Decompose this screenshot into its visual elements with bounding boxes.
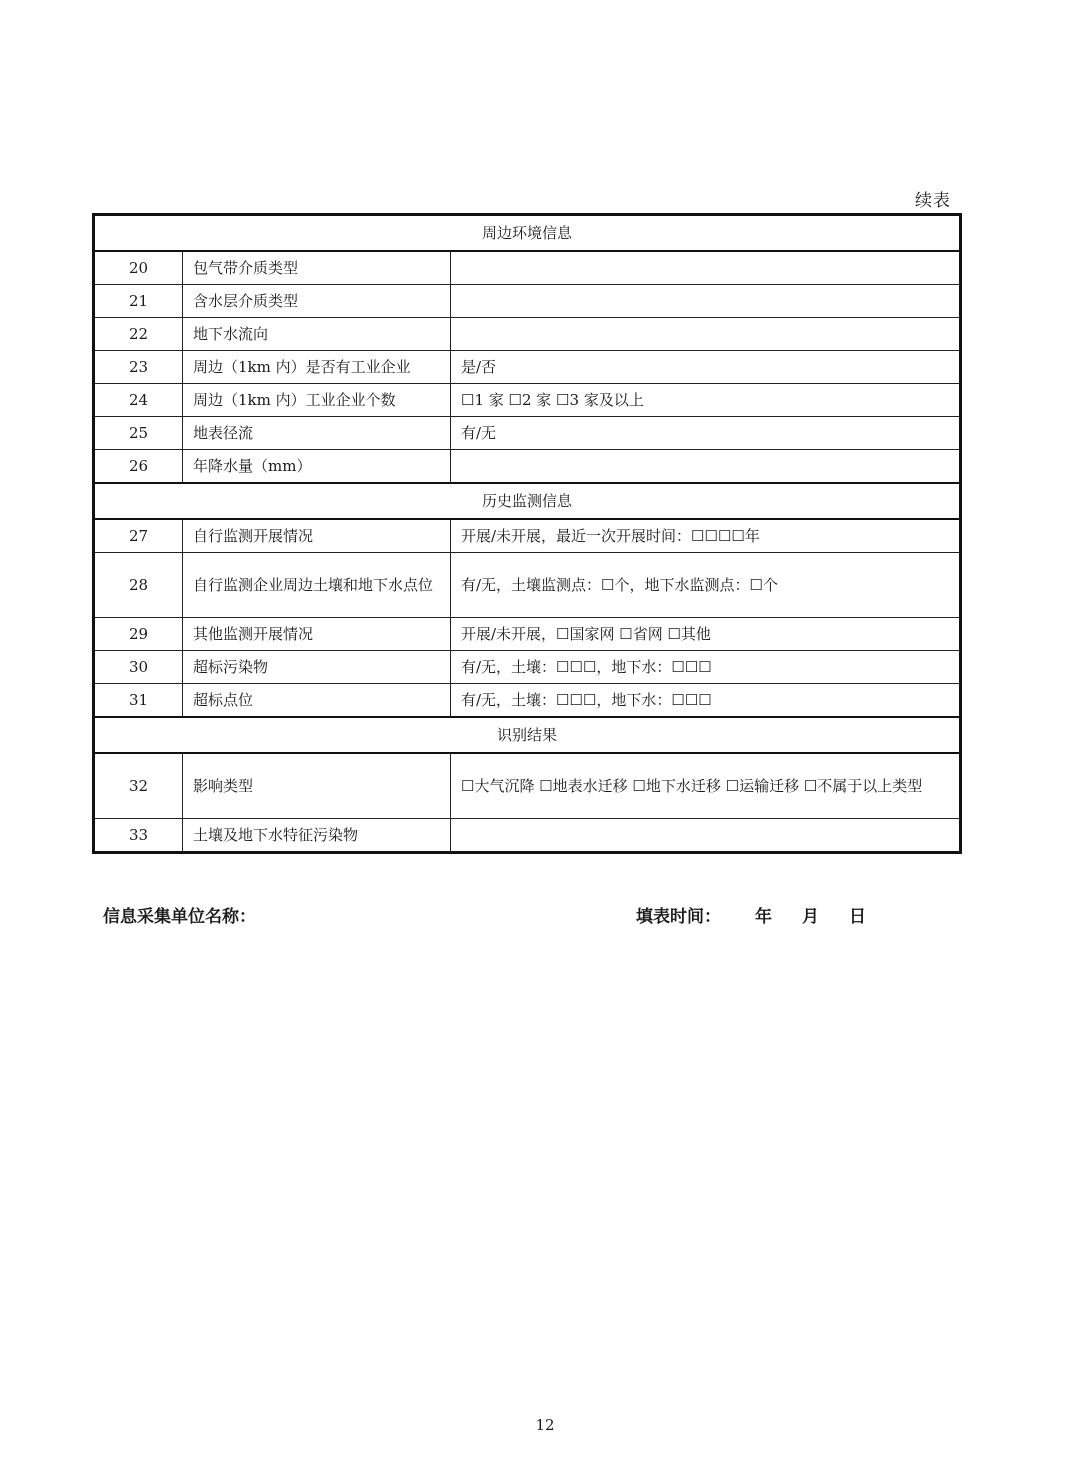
section-title: 识别结果: [94, 717, 961, 753]
row-item: 地下水流向: [183, 318, 451, 351]
row-value[interactable]: 有/无，土壤：☐☐☐，地下水：☐☐☐: [451, 651, 961, 684]
row-number: 23: [94, 351, 183, 384]
row-number: 28: [94, 553, 183, 618]
row-number: 30: [94, 651, 183, 684]
row-value[interactable]: 有/无: [451, 417, 961, 450]
collecting-unit-label: 信息采集单位名称：: [103, 907, 256, 927]
row-value[interactable]: ☐大气沉降 ☐地表水迁移 ☐地下水迁移 ☐运输迁移 ☐不属于以上类型: [451, 753, 961, 819]
table-row: [94, 519, 961, 553]
table-row: [94, 450, 961, 484]
section-header: [94, 483, 961, 519]
table-row: [94, 553, 961, 618]
row-value[interactable]: 开展/未开展，☐国家网 ☐省网 ☐其他: [451, 618, 961, 651]
row-item: 包气带介质类型: [183, 251, 451, 285]
row-item: 超标污染物: [183, 651, 451, 684]
row-item: 含水层介质类型: [183, 285, 451, 318]
row-number: 33: [94, 819, 183, 853]
row-number: 26: [94, 450, 183, 484]
fill-date-label: 填表时间：: [636, 907, 721, 927]
table-row: [94, 618, 961, 651]
row-number: 32: [94, 753, 183, 819]
section-header: [94, 717, 961, 753]
row-value[interactable]: 是/否: [451, 351, 961, 384]
table-row: [94, 384, 961, 417]
table-row: [94, 684, 961, 718]
row-number: 20: [94, 251, 183, 285]
row-item: 年降水量（mm）: [183, 450, 451, 484]
row-number: 22: [94, 318, 183, 351]
row-item: 周边（1km 内）工业企业个数: [183, 384, 451, 417]
table-row: [94, 753, 961, 819]
row-number: 25: [94, 417, 183, 450]
row-item: 超标点位: [183, 684, 451, 718]
row-value[interactable]: ☐1 家 ☐2 家 ☐3 家及以上: [451, 384, 961, 417]
table-row: [94, 251, 961, 285]
continued-label: 续表: [915, 191, 951, 211]
row-item: 其他监测开展情况: [183, 618, 451, 651]
row-value[interactable]: [451, 819, 961, 853]
row-number: 29: [94, 618, 183, 651]
table-row: [94, 819, 961, 853]
section-title: 周边环境信息: [94, 215, 961, 252]
row-number: 21: [94, 285, 183, 318]
row-value[interactable]: 有/无，土壤监测点：☐个，地下水监测点：☐个: [451, 553, 961, 618]
table-row: [94, 351, 961, 384]
page-number: 12: [535, 1416, 555, 1434]
row-item: 影响类型: [183, 753, 451, 819]
row-value[interactable]: [451, 318, 961, 351]
month-label: 月: [802, 907, 819, 927]
fill-date: [636, 902, 866, 927]
day-label: 日: [849, 907, 866, 927]
section-header: [94, 215, 961, 252]
row-value[interactable]: [451, 285, 961, 318]
year-label: 年: [755, 907, 772, 927]
row-item: 自行监测开展情况: [183, 519, 451, 553]
row-value[interactable]: [451, 450, 961, 484]
table-row: [94, 318, 961, 351]
table-row: [94, 285, 961, 318]
row-item: 地表径流: [183, 417, 451, 450]
row-number: 31: [94, 684, 183, 718]
row-number: 27: [94, 519, 183, 553]
row-value[interactable]: 有/无，土壤：☐☐☐，地下水：☐☐☐: [451, 684, 961, 718]
row-item: 土壤及地下水特征污染物: [183, 819, 451, 853]
section-title: 历史监测信息: [94, 483, 961, 519]
row-number: 24: [94, 384, 183, 417]
table-row: [94, 417, 961, 450]
info-table: [92, 213, 962, 854]
row-item: 周边（1km 内）是否有工业企业: [183, 351, 451, 384]
row-value[interactable]: [451, 251, 961, 285]
table-row: [94, 651, 961, 684]
row-item: 自行监测企业周边土壤和地下水点位: [183, 553, 451, 618]
row-value[interactable]: 开展/未开展，最近一次开展时间：☐☐☐☐年: [451, 519, 961, 553]
